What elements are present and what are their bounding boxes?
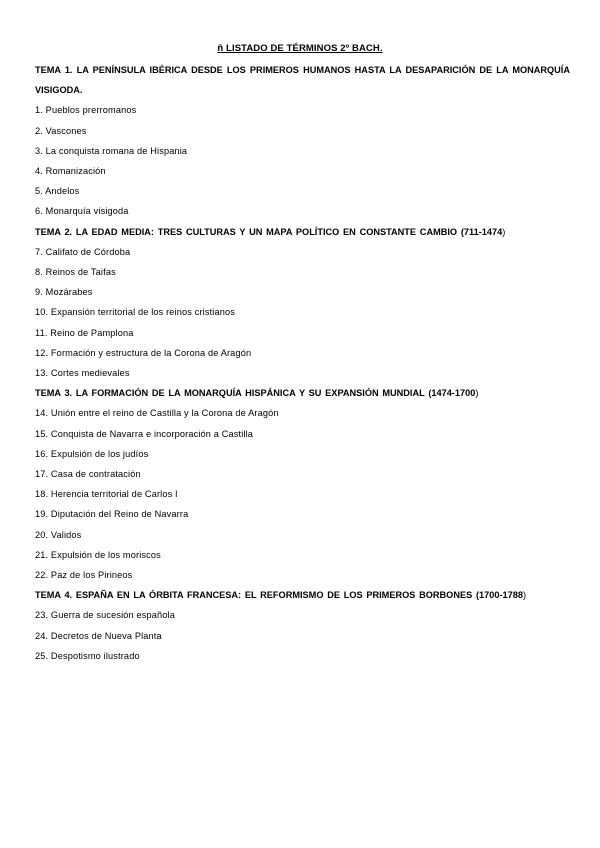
section-heading-text: TEMA 4. ESPAÑA EN LA ÓRBITA FRANCESA: EL REFORMISMO DE LOS PRIMEROS BORBONES (1700-1788: [35, 590, 523, 601]
term-item: 13. Cortes medievales: [35, 368, 130, 379]
section-heading-tema-3: [35, 383, 570, 403]
term-item: 2. Vascones: [35, 125, 87, 136]
section-heading-text: TEMA 2. LA EDAD MEDIA: TRES CULTURAS Y UN MAPA POLÍTICO EN CONSTANTE CAMBIO (711-1474: [35, 226, 503, 237]
term-item: 23. Guerra de sucesión española: [35, 610, 175, 621]
term-item: 6. Monarquía visigoda: [35, 206, 129, 217]
section-heading-tema-1: [35, 60, 570, 100]
term-item: 10. Expansión territorial de los reinos cristianos: [35, 307, 236, 318]
term-item: 1. Pueblos prerromanos: [35, 105, 137, 116]
term-item: 19. Diputación del Reino de Navarra: [35, 509, 189, 520]
term-item: 5. Andelos: [35, 186, 80, 197]
section-heading-tail: ): [522, 590, 527, 601]
term-item: 12. Formación y estructura de la Corona de Aragón: [35, 347, 252, 358]
term-item: 8. Reinos de Taifas: [35, 267, 116, 278]
term-item: 3. La conquista romana de Hispania: [35, 145, 188, 156]
term-item: 18. Herencia territorial de Carlos I: [35, 489, 178, 500]
section-heading-text: TEMA 1. LA PENÍNSULA IBÉRICA DESDE LOS PRIMEROS HUMANOS HASTA LA DESAPARICIÓN DE LA MONARQUÍA VISIGODA.: [35, 65, 570, 96]
term-item: 11. Reino de Pamplona: [35, 327, 134, 338]
document-body: [35, 60, 570, 666]
section-heading-text: TEMA 3. LA FORMACIÓN DE LA MONARQUÍA HISPÁNICA Y SU EXPANSIÓN MUNDIAL (1474-1700: [35, 388, 476, 399]
document-title: ñ LISTADO DE TÉRMINOS 2º BACH.: [217, 43, 383, 54]
term-item: 21. Expulsión de los moriscos: [35, 549, 161, 560]
term-item: 9. Mozárabes: [35, 287, 93, 298]
term-item: 15. Conquista de Navarra e incorporación a Castilla: [35, 428, 254, 439]
section-heading-tail: ): [475, 388, 479, 399]
term-item: 7. Califato de Córdoba: [35, 246, 131, 257]
term-item: 24. Decretos de Nueva Planta: [35, 630, 162, 641]
section-heading-tail: ): [502, 226, 506, 237]
term-item: 17. Casa de contratación: [35, 469, 141, 480]
term-item: 20. Validos: [35, 529, 82, 540]
section-heading-tema-4: [35, 585, 570, 605]
term-item: 16. Expulsión de los judíos: [35, 448, 149, 459]
term-item: 22. Paz de los Pirineos: [35, 570, 133, 581]
section-heading-tema-2: [35, 222, 570, 242]
term-item: 4. Romanización: [35, 166, 106, 177]
term-item: 14. Unión entre el reino de Castilla y la Corona de Aragón: [35, 408, 279, 419]
term-item: 25. Despotismo ilustrado: [35, 650, 140, 661]
